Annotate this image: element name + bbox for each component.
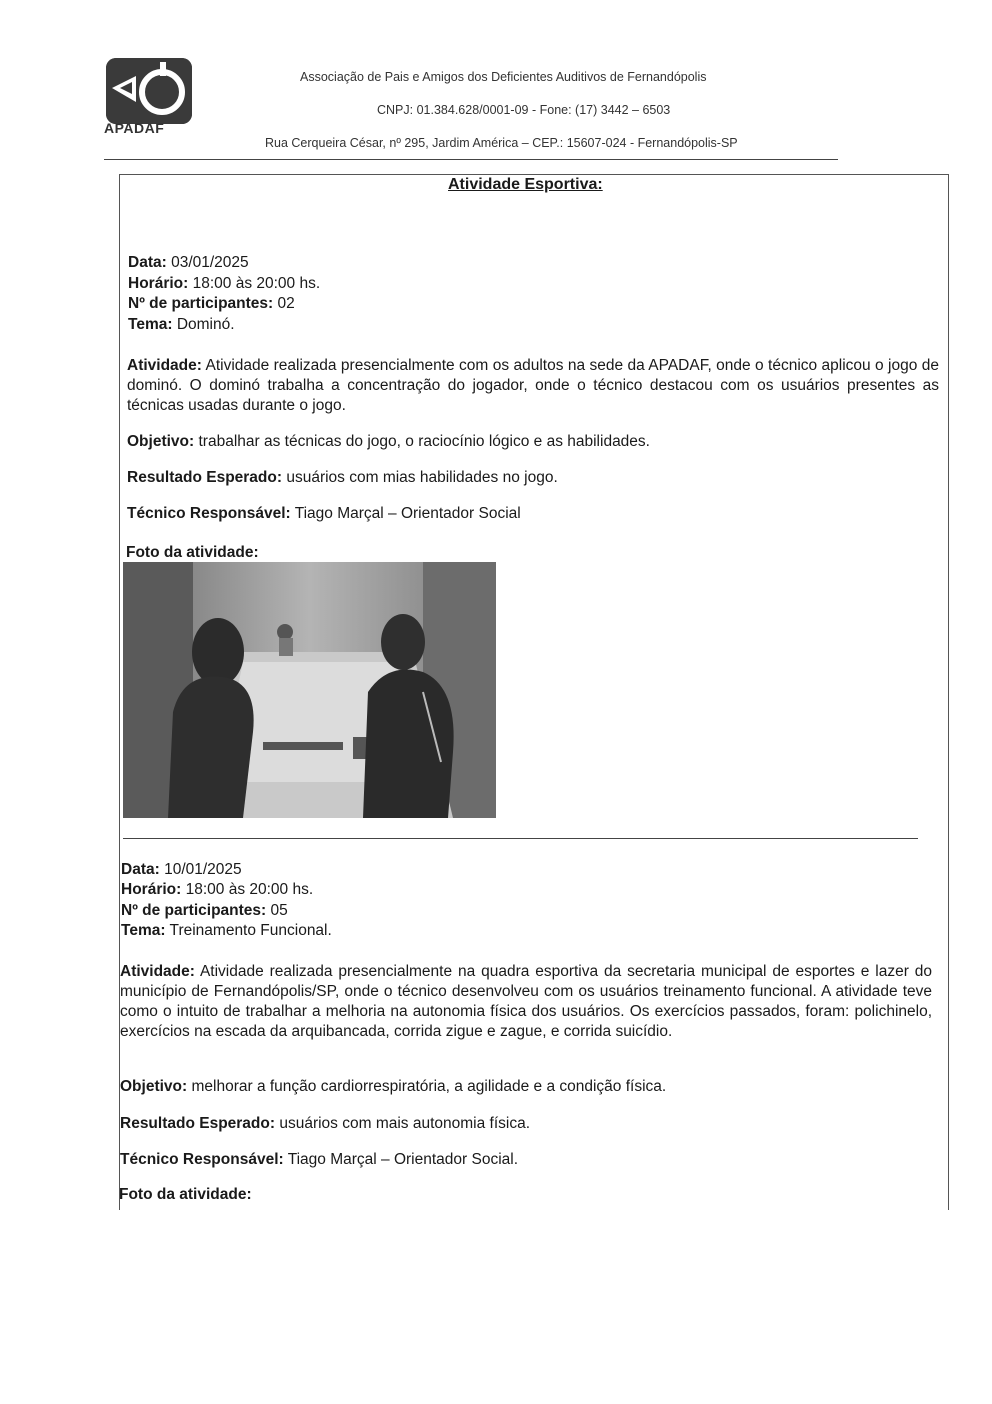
page-title: Atividade Esportiva:: [448, 176, 603, 193]
activity-1-photo-label: Foto da atividade:: [126, 544, 259, 561]
activity-1-expected-result: Resultado Esperado: usuários com mias habilidades no jogo.: [127, 469, 558, 486]
activity-1-objective: Objetivo: trabalhar as técnicas do jogo, o raciocínio lógico e as habilidades.: [127, 433, 650, 450]
activity-2-technician: Técnico Responsável: Tiago Marçal – Orientador Social.: [120, 1151, 519, 1168]
cnpj-phone: CNPJ: 01.384.628/0001-09 - Fone: (17) 3442 – 6503: [377, 103, 671, 117]
logo-emblem-icon: [106, 58, 192, 124]
section-divider: [123, 838, 918, 839]
header-divider: [104, 159, 838, 160]
frame-border-top: [119, 174, 949, 175]
activity-2-date: Data: 10/01/2025: [121, 861, 242, 878]
activity-1-photo: [123, 562, 496, 818]
activity-2-participants: Nº de participantes: 05: [121, 902, 288, 919]
activity-1-time: Horário: 18:00 às 20:00 hs.: [128, 275, 321, 292]
activity-1-technician: Técnico Responsável: Tiago Marçal – Orientador Social: [127, 505, 521, 522]
org-name: Associação de Pais e Amigos dos Deficientes Auditivos de Fernandópolis: [300, 70, 707, 84]
activity-2-expected-result: Resultado Esperado: usuários com mais autonomia física.: [120, 1115, 531, 1132]
activity-2-time: Horário: 18:00 às 20:00 hs.: [121, 881, 314, 898]
activity-2-objective: Objetivo: melhorar a função cardiorrespiratória, a agilidade e a condição física.: [120, 1078, 667, 1095]
frame-border-left: [119, 174, 120, 1210]
logo-text: APADAF: [104, 120, 165, 136]
activity-1-description: Atividade: Atividade realizada presencialmente com os adultos na sede da APADAF, onde o técnico aplicou o jogo de dominó. O dominó trabalha a concentração do jogador, onde o técnico destacou com os usuários presentes as técnicas usadas durante o jogo.: [127, 357, 939, 414]
activity-1-date: Data: 03/01/2025: [128, 254, 249, 271]
activity-2-description: Atividade: Atividade realizada presencialmente na quadra esportiva da secretaria municipal de esportes e lazer do município de Fernandópolis/SP, onde o técnico desenvolveu com os usuários treinamento funcional. A atividade teve como o intuito de trabalhar a melhoria na autonomia física dos usuários. Os exercícios passados, foram: polichinelo, exercícios na escada da arquibancada, corrida zigue e zague, e corrida suicídio.: [120, 963, 933, 1040]
activity-1-participants: Nº de participantes: 02: [128, 295, 295, 312]
activity-2-theme: Tema: Treinamento Funcional.: [121, 922, 332, 939]
address: Rua Cerqueira César, nº 295, Jardim América – CEP.: 15607-024 - Fernandópolis-SP: [265, 136, 738, 150]
activity-2-photo-label: Foto da atividade:: [119, 1186, 252, 1203]
apadaf-logo: [104, 58, 192, 138]
frame-border-right: [948, 174, 949, 1210]
activity-1-theme: Tema: Dominó.: [128, 316, 235, 333]
